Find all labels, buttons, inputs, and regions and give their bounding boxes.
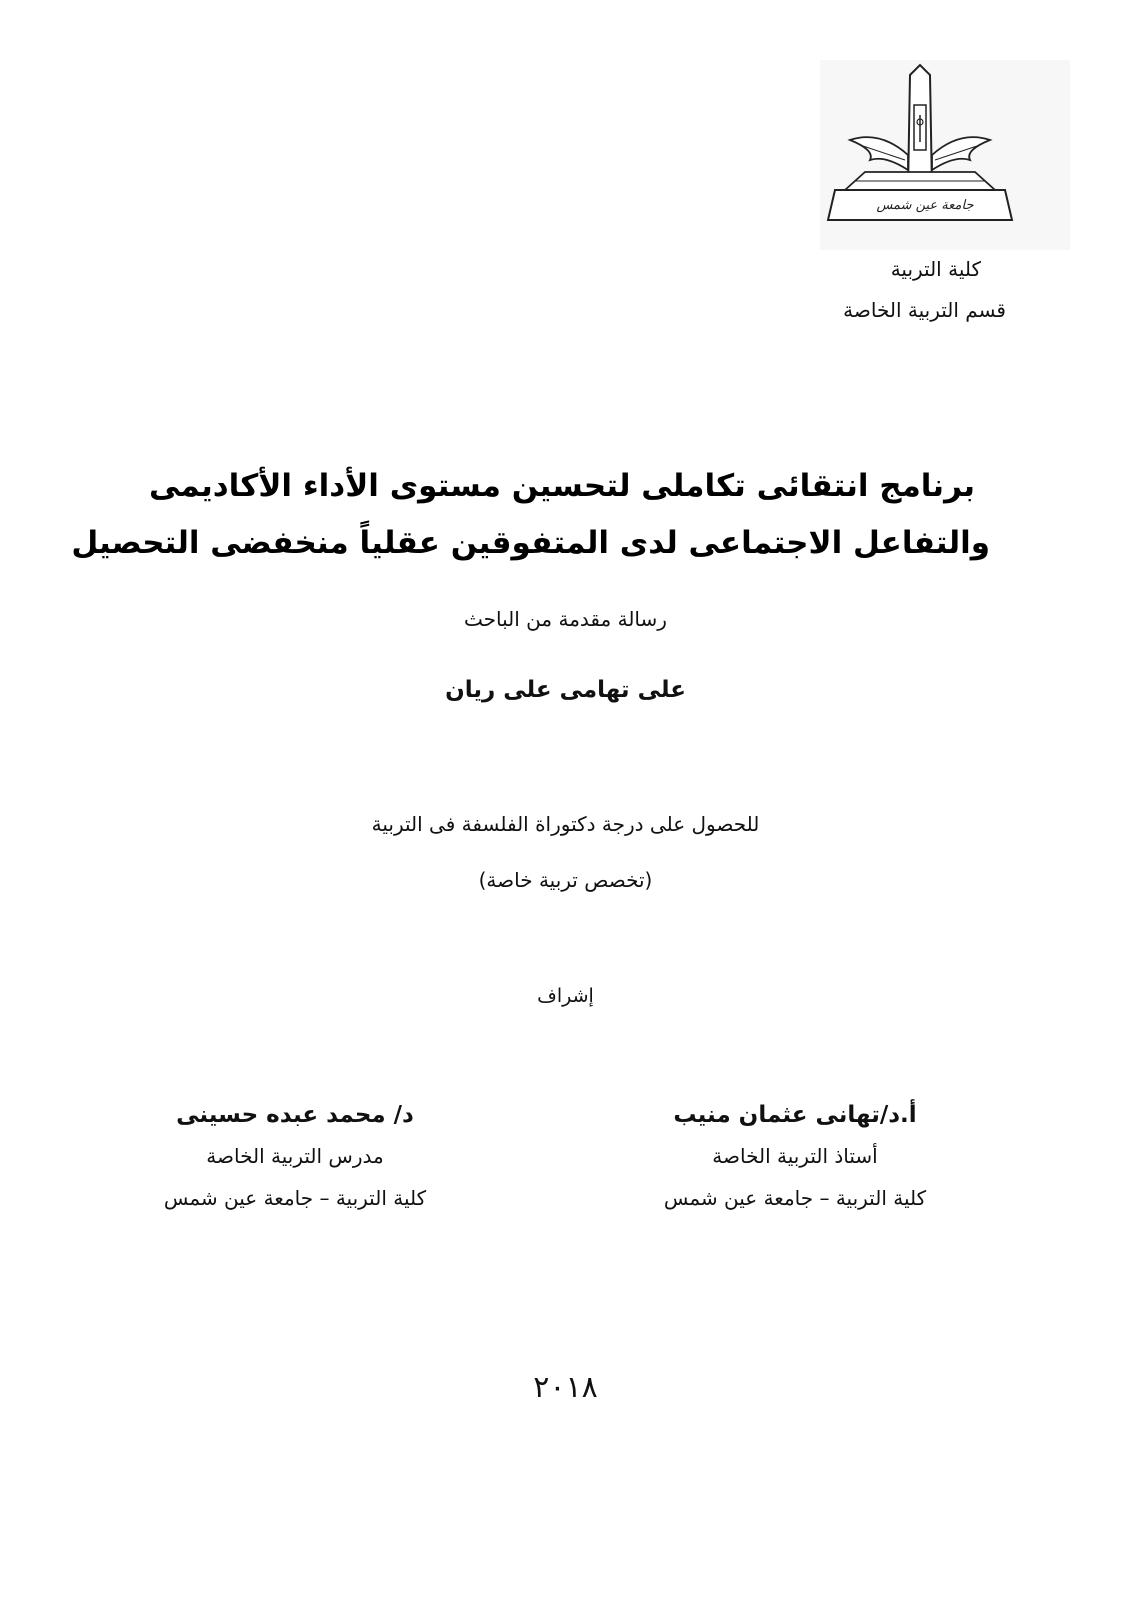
seal-emblem-icon xyxy=(820,60,1070,250)
supervisor-title: مدرس التربية الخاصة xyxy=(206,1144,384,1168)
supervisor-primary xyxy=(620,1102,970,1228)
thesis-title-line-2: والتفاعل الاجتماعى لدى المتفوقين عقلياً منخفضى التحصيل xyxy=(71,525,990,561)
supervisor-title: أستاذ التربية الخاصة xyxy=(712,1144,878,1168)
supervisor-name: د/ محمد عبده حسينى xyxy=(176,1102,414,1128)
department-name: قسم التربية الخاصة xyxy=(843,298,1006,322)
supervisor-affiliation: كلية التربية – جامعة عين شمس xyxy=(163,1186,427,1210)
thesis-title-line-1: برنامج انتقائى تكاملى لتحسين مستوى الأداء الأكاديمى xyxy=(148,468,975,504)
supervisor-name: أ.د/تهانى عثمان منيب xyxy=(673,1102,917,1128)
specialization: (تخصص تربية خاصة) xyxy=(478,868,653,892)
degree-statement: للحصول على درجة دكتوراة الفلسفة فى التربية xyxy=(371,812,760,836)
faculty-name: كلية التربية xyxy=(890,257,981,281)
supervisor-secondary xyxy=(120,1102,470,1228)
supervisor-affiliation: كلية التربية – جامعة عين شمس xyxy=(663,1186,927,1210)
thesis-year: ٢٠١٨ xyxy=(533,1370,598,1405)
researcher-name: على تهامى على ريان xyxy=(445,677,686,703)
seal-text: جامعة عين شمس xyxy=(876,198,974,213)
submitted-by-label: رسالة مقدمة من الباحث xyxy=(464,607,667,631)
university-seal xyxy=(820,60,1070,250)
supervision-label: إشراف xyxy=(537,985,594,1007)
